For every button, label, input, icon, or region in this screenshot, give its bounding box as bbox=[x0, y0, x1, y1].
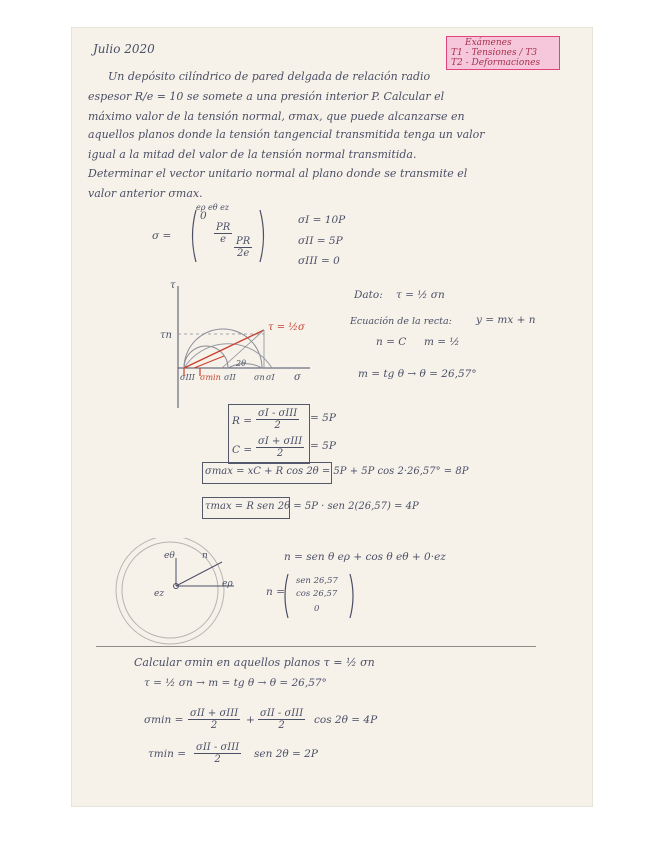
dato-label: Dato: bbox=[354, 289, 383, 301]
mohr-sigma-axis-label: σ bbox=[294, 372, 301, 383]
tensor-col-headers: eρ eθ ez bbox=[196, 203, 230, 212]
e-z-label: ez bbox=[154, 589, 165, 599]
n-vector-name: n = bbox=[266, 586, 285, 598]
part2-title: Calcular σmin en aquellos planos τ = ½ σn bbox=[134, 656, 375, 669]
m-equation: m = ½ bbox=[424, 336, 460, 348]
tau-max-equation: τmax = R sen 2θ = 5P · sen 2(26,57) = 4P bbox=[205, 501, 419, 512]
sigma-min-label: σmin = bbox=[144, 714, 184, 726]
problem-line-7: valor anterior σmax. bbox=[88, 187, 203, 200]
problem-line-1: Un depósito cilíndrico de pared delgada de relación radio bbox=[108, 70, 431, 83]
problem-line-2: espesor R/e = 10 se somete a una presión interior P. Calcular el bbox=[88, 90, 445, 103]
n-vector-equation: n = sen θ eρ + cos θ eθ + 0·ez bbox=[284, 551, 446, 563]
c-fraction: σI + σIII 2 bbox=[258, 436, 303, 459]
e-theta-label: eθ bbox=[164, 551, 175, 561]
tau-min-label: τmin = bbox=[148, 748, 187, 760]
mohr-sigma-II-label: σII bbox=[224, 373, 236, 382]
n-component-2: cos 26,57 bbox=[296, 589, 338, 599]
problem-line-5: igual a la mitad del valor de la tensión normal transmitida. bbox=[88, 148, 417, 161]
r-fraction: σI - σIII 2 bbox=[258, 408, 298, 431]
problem-line-6: Determinar el vector unitario normal al plano donde se transmite el bbox=[88, 167, 468, 180]
c-label: C = bbox=[232, 444, 253, 456]
mohr-sigma-I-label: σI bbox=[266, 373, 275, 382]
tau-min-fraction: σII - σIII 2 bbox=[196, 742, 240, 765]
n-vector-label: n bbox=[202, 551, 208, 561]
mohr-sigma-n-label: σn bbox=[254, 373, 265, 382]
m-tangent-equation: m = tg θ → θ = 26,57° bbox=[358, 368, 477, 380]
date-label: Julio 2020 bbox=[93, 42, 155, 56]
sigma-min-fraction-2: σII - σIII 2 bbox=[260, 708, 304, 731]
e-rho-label: eρ bbox=[222, 579, 233, 589]
mohr-tau-n-label: τn bbox=[160, 330, 172, 341]
cylinder-section bbox=[104, 538, 254, 648]
sigma-II-value: σII = 5P bbox=[298, 235, 343, 247]
tag-line-2: T1 - Tensiones / T3 bbox=[451, 48, 538, 58]
tensor-entry-2: $\frac{PR}{e}$ bbox=[216, 222, 231, 245]
tag-line-3: T2 - Deformaciones bbox=[451, 58, 541, 68]
mohr-line-label: τ = ½σ bbox=[268, 322, 305, 333]
section-divider bbox=[96, 646, 536, 647]
sigma-max-equation: σmax = xC + R cos 2θ = 5P + 5P cos 2·26,57° = 8P bbox=[205, 466, 469, 477]
n-component-1: sen 26,57 bbox=[296, 576, 338, 586]
recta-label: Ecuación de la recta: bbox=[350, 316, 452, 327]
sigma-min-plus: + bbox=[246, 714, 255, 726]
mohr-diagram bbox=[160, 280, 320, 415]
mohr-tau-axis-label: τ bbox=[170, 280, 176, 291]
tensor-name: σ = bbox=[152, 230, 172, 242]
mohr-sigma-III-label: σIII bbox=[180, 373, 195, 382]
sigma-III-value: σIII = 0 bbox=[298, 255, 340, 267]
problem-line-3: máximo valor de la tensión normal, σmax, que puede alcanzarse en bbox=[88, 110, 465, 123]
mohr-angle-label: 2θ bbox=[236, 359, 246, 368]
tag-line-1: Exámenes bbox=[465, 38, 512, 48]
dato-equation: τ = ½ σn bbox=[396, 289, 445, 301]
sigma-I-value: σI = 10P bbox=[298, 214, 346, 226]
recta-equation: y = mx + n bbox=[476, 314, 536, 326]
n-component-3: 0 bbox=[314, 604, 320, 614]
sigma-min-fraction-1: σII + σIII 2 bbox=[190, 708, 239, 731]
r-label: R = bbox=[232, 415, 253, 427]
problem-line-4: aquellos planos donde la tensión tangencial transmitida tenga un valor bbox=[88, 128, 485, 141]
n-equation: n = C bbox=[376, 336, 407, 348]
exam-tag bbox=[446, 36, 560, 70]
sigma-min-tail: cos 2θ = 4P bbox=[314, 714, 378, 726]
mohr-sigma-min-label: σmin bbox=[200, 373, 221, 382]
part2-tau-equation: τ = ½ σn → m = tg θ → θ = 26,57° bbox=[144, 677, 327, 689]
c-value: = 5P bbox=[310, 440, 336, 452]
tensor-entry-1: 0 bbox=[200, 210, 207, 222]
r-value: = 5P bbox=[310, 412, 336, 424]
tau-min-tail: sen 2θ = 2P bbox=[254, 748, 318, 760]
tensor-entry-3: $\frac{PR}{2e}$ bbox=[236, 236, 251, 259]
